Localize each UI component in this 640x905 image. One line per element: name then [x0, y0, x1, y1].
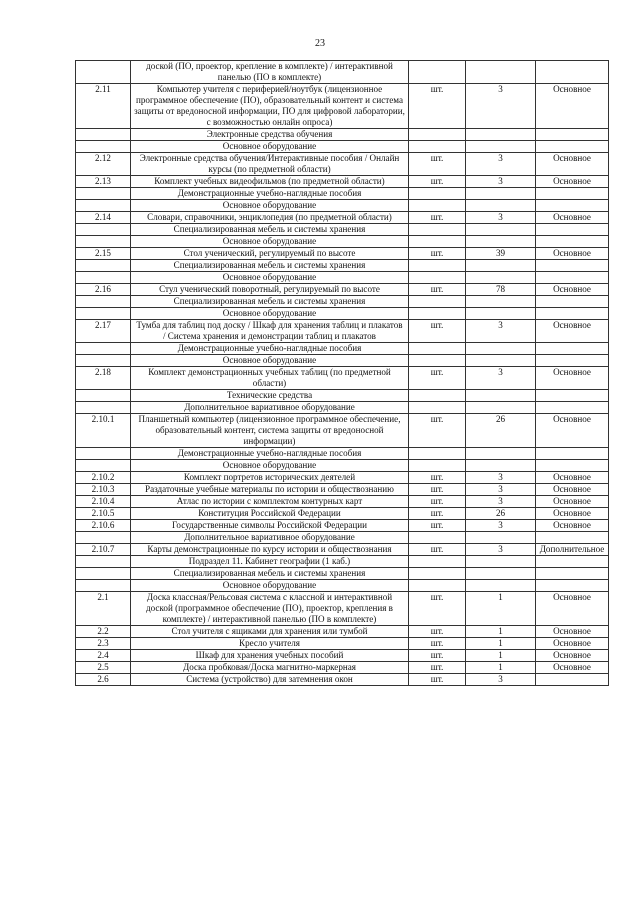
section-header-row [76, 236, 609, 248]
empty-cell [466, 141, 536, 153]
item-type: Основное [536, 662, 609, 674]
item-unit: шт. [409, 414, 466, 448]
empty-cell [409, 308, 466, 320]
item-unit: шт. [409, 472, 466, 484]
empty-cell [536, 532, 609, 544]
item-name: доской (ПО, проектор, крепление в комплекте) / интерактивной панелью (ПО в комплекте) [131, 61, 409, 84]
item-name: Тумба для таблиц под доску / Шкаф для хранения таблиц и плакатов / Система хранения и демонстрации таблиц и плакатов [131, 320, 409, 343]
item-name: Стул ученический поворотный, регулируемый по высоте [131, 284, 409, 296]
item-unit: шт. [409, 544, 466, 556]
empty-cell [536, 460, 609, 472]
empty-cell [466, 532, 536, 544]
table-row [76, 508, 609, 520]
section-header-row [76, 556, 609, 568]
item-type: Основное [536, 638, 609, 650]
item-type: Основное [536, 520, 609, 532]
empty-cell [466, 556, 536, 568]
item-name: Комплект портретов исторических деятелей [131, 472, 409, 484]
table-row [76, 153, 609, 176]
empty-cell [409, 556, 466, 568]
item-quantity: 3 [466, 496, 536, 508]
item-unit: шт. [409, 496, 466, 508]
table-row [76, 414, 609, 448]
item-quantity: 3 [466, 484, 536, 496]
empty-cell [536, 296, 609, 308]
section-header-row [76, 460, 609, 472]
section-title: Специализированная мебель и системы хранения [131, 260, 409, 272]
item-quantity: 3 [466, 472, 536, 484]
item-name: Стол учителя с ящиками для хранения или тумбой [131, 626, 409, 638]
item-type: Основное [536, 84, 609, 129]
empty-cell [409, 448, 466, 460]
empty-cell [409, 236, 466, 248]
item-number: 2.13 [76, 176, 131, 188]
section-title: Основное оборудование [131, 236, 409, 248]
item-type: Основное [536, 592, 609, 626]
empty-cell [536, 200, 609, 212]
item-unit: шт. [409, 153, 466, 176]
empty-cell [466, 272, 536, 284]
empty-cell [409, 532, 466, 544]
empty-cell [409, 224, 466, 236]
section-title: Демонстрационные учебно-наглядные пособия [131, 343, 409, 355]
item-unit: шт. [409, 367, 466, 390]
item-quantity: 3 [466, 176, 536, 188]
empty-cell [466, 224, 536, 236]
empty-cell [536, 448, 609, 460]
item-type: Основное [536, 414, 609, 448]
section-header-row [76, 390, 609, 402]
item-type: Основное [536, 248, 609, 260]
empty-cell [466, 129, 536, 141]
empty-cell [409, 568, 466, 580]
table-row [76, 484, 609, 496]
item-type: Основное [536, 320, 609, 343]
item-number: 2.11 [76, 84, 131, 129]
item-unit: шт. [409, 212, 466, 224]
item-quantity: 3 [466, 212, 536, 224]
item-unit: шт. [409, 320, 466, 343]
item-type: Основное [536, 367, 609, 390]
empty-cell [536, 188, 609, 200]
item-quantity: 3 [466, 674, 536, 686]
item-name: Система (устройство) для затемнения окон [131, 674, 409, 686]
item-number: 2.10.5 [76, 508, 131, 520]
empty-cell [466, 355, 536, 367]
item-name: Комплект демонстрационных учебных таблиц (по предметной области) [131, 367, 409, 390]
empty-cell [466, 296, 536, 308]
item-number: 2.10.6 [76, 520, 131, 532]
section-number-cell [76, 308, 131, 320]
empty-cell [466, 308, 536, 320]
item-number: 2.3 [76, 638, 131, 650]
section-title: Основное оборудование [131, 272, 409, 284]
item-name: Карты демонстрационные по курсу истории и обществознания [131, 544, 409, 556]
section-title: Демонстрационные учебно-наглядные пособия [131, 448, 409, 460]
item-unit: шт. [409, 674, 466, 686]
item-quantity: 3 [466, 520, 536, 532]
section-title: Дополнительное вариативное оборудование [131, 532, 409, 544]
section-header-row [76, 532, 609, 544]
empty-cell [409, 200, 466, 212]
section-number-cell [76, 272, 131, 284]
item-number [76, 61, 131, 84]
section-number-cell [76, 141, 131, 153]
table-row [76, 520, 609, 532]
empty-cell [466, 200, 536, 212]
table-row [76, 496, 609, 508]
section-title: Основное оборудование [131, 355, 409, 367]
empty-cell [409, 141, 466, 153]
item-type [536, 674, 609, 686]
item-number: 2.15 [76, 248, 131, 260]
table-row [76, 212, 609, 224]
empty-cell [466, 580, 536, 592]
table-row [76, 284, 609, 296]
item-type: Основное [536, 472, 609, 484]
equipment-table [75, 60, 609, 686]
table-row [76, 472, 609, 484]
item-number: 2.12 [76, 153, 131, 176]
item-number: 2.10.1 [76, 414, 131, 448]
item-unit: шт. [409, 508, 466, 520]
empty-cell [536, 556, 609, 568]
empty-cell [466, 568, 536, 580]
empty-cell [409, 188, 466, 200]
item-unit [409, 61, 466, 84]
section-number-cell [76, 260, 131, 272]
empty-cell [536, 343, 609, 355]
item-number: 2.10.3 [76, 484, 131, 496]
item-name: Комплект учебных видеофильмов (по предметной области) [131, 176, 409, 188]
item-quantity: 39 [466, 248, 536, 260]
empty-cell [466, 260, 536, 272]
page-number: 23 [315, 38, 325, 49]
item-unit: шт. [409, 592, 466, 626]
section-header-row [76, 141, 609, 153]
section-title: Специализированная мебель и системы хранения [131, 296, 409, 308]
item-type: Основное [536, 650, 609, 662]
item-name: Раздаточные учебные материалы по истории и обществознанию [131, 484, 409, 496]
item-quantity: 3 [466, 320, 536, 343]
empty-cell [536, 402, 609, 414]
empty-cell [466, 236, 536, 248]
section-number-cell [76, 532, 131, 544]
section-header-row [76, 200, 609, 212]
section-header-row [76, 355, 609, 367]
item-type: Основное [536, 496, 609, 508]
empty-cell [536, 236, 609, 248]
section-title: Основное оборудование [131, 460, 409, 472]
item-quantity: 1 [466, 662, 536, 674]
item-name: Атлас по истории с комплектом контурных карт [131, 496, 409, 508]
section-number-cell [76, 556, 131, 568]
item-name: Компьютер учителя с периферией/ноутбук (лицензионное программное обеспечение (ПО), образовательный контент и система защиты от вредоносной информации, ПО для цифровой лаборатории, с возможностью онлайн опроса) [131, 84, 409, 129]
table-row [76, 61, 609, 84]
item-name: Кресло учителя [131, 638, 409, 650]
table-row [76, 674, 609, 686]
item-number: 2.5 [76, 662, 131, 674]
empty-cell [466, 448, 536, 460]
empty-cell [466, 188, 536, 200]
section-header-row [76, 568, 609, 580]
item-quantity: 3 [466, 84, 536, 129]
item-number: 2.2 [76, 626, 131, 638]
item-quantity: 78 [466, 284, 536, 296]
empty-cell [536, 260, 609, 272]
section-number-cell [76, 568, 131, 580]
item-unit: шт. [409, 626, 466, 638]
table-row [76, 320, 609, 343]
section-number-cell [76, 460, 131, 472]
empty-cell [409, 460, 466, 472]
item-number: 2.10.4 [76, 496, 131, 508]
section-title: Дополнительное вариативное оборудование [131, 402, 409, 414]
empty-cell [409, 355, 466, 367]
empty-cell [409, 272, 466, 284]
empty-cell [409, 402, 466, 414]
section-number-cell [76, 236, 131, 248]
section-header-row [76, 448, 609, 460]
item-number: 2.17 [76, 320, 131, 343]
section-header-row [76, 402, 609, 414]
empty-cell [536, 141, 609, 153]
section-header-row [76, 580, 609, 592]
section-title: Специализированная мебель и системы хранения [131, 568, 409, 580]
empty-cell [409, 260, 466, 272]
item-quantity: 1 [466, 650, 536, 662]
item-unit: шт. [409, 284, 466, 296]
item-number: 2.16 [76, 284, 131, 296]
item-number: 2.1 [76, 592, 131, 626]
section-header-row [76, 296, 609, 308]
item-quantity: 1 [466, 638, 536, 650]
section-header-row [76, 343, 609, 355]
section-header-row [76, 260, 609, 272]
table-row [76, 592, 609, 626]
item-type: Основное [536, 508, 609, 520]
section-header-row [76, 188, 609, 200]
item-unit: шт. [409, 650, 466, 662]
section-title: Электронные средства обучения [131, 129, 409, 141]
empty-cell [536, 272, 609, 284]
item-name: Доска классная/Рельсовая система с классной и интерактивной доской (программное обеспечение (ПО), проектор, крепления в комплекте) / интерактивной панелью (ПО в комплекте) [131, 592, 409, 626]
item-unit: шт. [409, 84, 466, 129]
item-unit: шт. [409, 520, 466, 532]
empty-cell [409, 343, 466, 355]
table-row [76, 662, 609, 674]
item-name: Словари, справочники, энциклопедия (по предметной области) [131, 212, 409, 224]
item-type: Основное [536, 284, 609, 296]
table-row [76, 650, 609, 662]
section-title: Основное оборудование [131, 308, 409, 320]
item-type: Основное [536, 484, 609, 496]
section-number-cell [76, 343, 131, 355]
item-name: Шкаф для хранения учебных пособий [131, 650, 409, 662]
item-quantity: 26 [466, 414, 536, 448]
empty-cell [536, 568, 609, 580]
empty-cell [536, 308, 609, 320]
section-number-cell [76, 200, 131, 212]
item-name: Стол ученический, регулируемый по высоте [131, 248, 409, 260]
section-header-row [76, 272, 609, 284]
section-number-cell [76, 402, 131, 414]
item-number: 2.10.2 [76, 472, 131, 484]
item-unit: шт. [409, 248, 466, 260]
empty-cell [536, 224, 609, 236]
empty-cell [409, 296, 466, 308]
section-title: Специализированная мебель и системы хранения [131, 224, 409, 236]
section-header-row [76, 224, 609, 236]
item-quantity: 1 [466, 592, 536, 626]
item-number: 2.18 [76, 367, 131, 390]
item-number: 2.4 [76, 650, 131, 662]
item-unit: шт. [409, 638, 466, 650]
empty-cell [409, 390, 466, 402]
item-name: Конституция Российской Федерации [131, 508, 409, 520]
section-title: Основное оборудование [131, 200, 409, 212]
section-number-cell [76, 188, 131, 200]
empty-cell [466, 390, 536, 402]
section-number-cell [76, 296, 131, 308]
table-row [76, 638, 609, 650]
item-quantity: 3 [466, 153, 536, 176]
item-number: 2.14 [76, 212, 131, 224]
item-type: Основное [536, 626, 609, 638]
section-title: Демонстрационные учебно-наглядные пособия [131, 188, 409, 200]
item-quantity: 3 [466, 367, 536, 390]
table-row [76, 248, 609, 260]
table-row [76, 626, 609, 638]
item-quantity: 1 [466, 626, 536, 638]
item-name: Планшетный компьютер (лицензионное программное обеспечение, образовательный контент, система защиты от вредоносной информации) [131, 414, 409, 448]
empty-cell [409, 129, 466, 141]
item-quantity: 3 [466, 544, 536, 556]
table-row [76, 544, 609, 556]
item-name: Электронные средства обучения/Интерактивные пособия / Онлайн курсы (по предметной области) [131, 153, 409, 176]
item-type: Основное [536, 176, 609, 188]
item-number: 2.10.7 [76, 544, 131, 556]
item-unit: шт. [409, 176, 466, 188]
item-type: Основное [536, 212, 609, 224]
table-row [76, 84, 609, 129]
section-number-cell [76, 390, 131, 402]
empty-cell [536, 355, 609, 367]
section-title: Технические средства [131, 390, 409, 402]
section-title: Основное оборудование [131, 580, 409, 592]
item-number: 2.6 [76, 674, 131, 686]
section-title: Подраздел 11. Кабинет географии (1 каб.) [131, 556, 409, 568]
empty-cell [536, 580, 609, 592]
item-quantity [466, 61, 536, 84]
item-unit: шт. [409, 662, 466, 674]
empty-cell [409, 580, 466, 592]
section-number-cell [76, 355, 131, 367]
empty-cell [536, 129, 609, 141]
table-row [76, 367, 609, 390]
item-type [536, 61, 609, 84]
section-title: Основное оборудование [131, 141, 409, 153]
item-quantity: 26 [466, 508, 536, 520]
section-header-row [76, 129, 609, 141]
table-row [76, 176, 609, 188]
empty-cell [536, 390, 609, 402]
empty-cell [466, 343, 536, 355]
section-number-cell [76, 580, 131, 592]
empty-cell [466, 402, 536, 414]
empty-cell [466, 460, 536, 472]
item-name: Доска пробковая/Доска магнитно-маркерная [131, 662, 409, 674]
item-name: Государственные символы Российской Федерации [131, 520, 409, 532]
section-number-cell [76, 448, 131, 460]
item-type: Дополнительное [536, 544, 609, 556]
item-unit: шт. [409, 484, 466, 496]
section-number-cell [76, 129, 131, 141]
item-type: Основное [536, 153, 609, 176]
section-header-row [76, 308, 609, 320]
section-number-cell [76, 224, 131, 236]
